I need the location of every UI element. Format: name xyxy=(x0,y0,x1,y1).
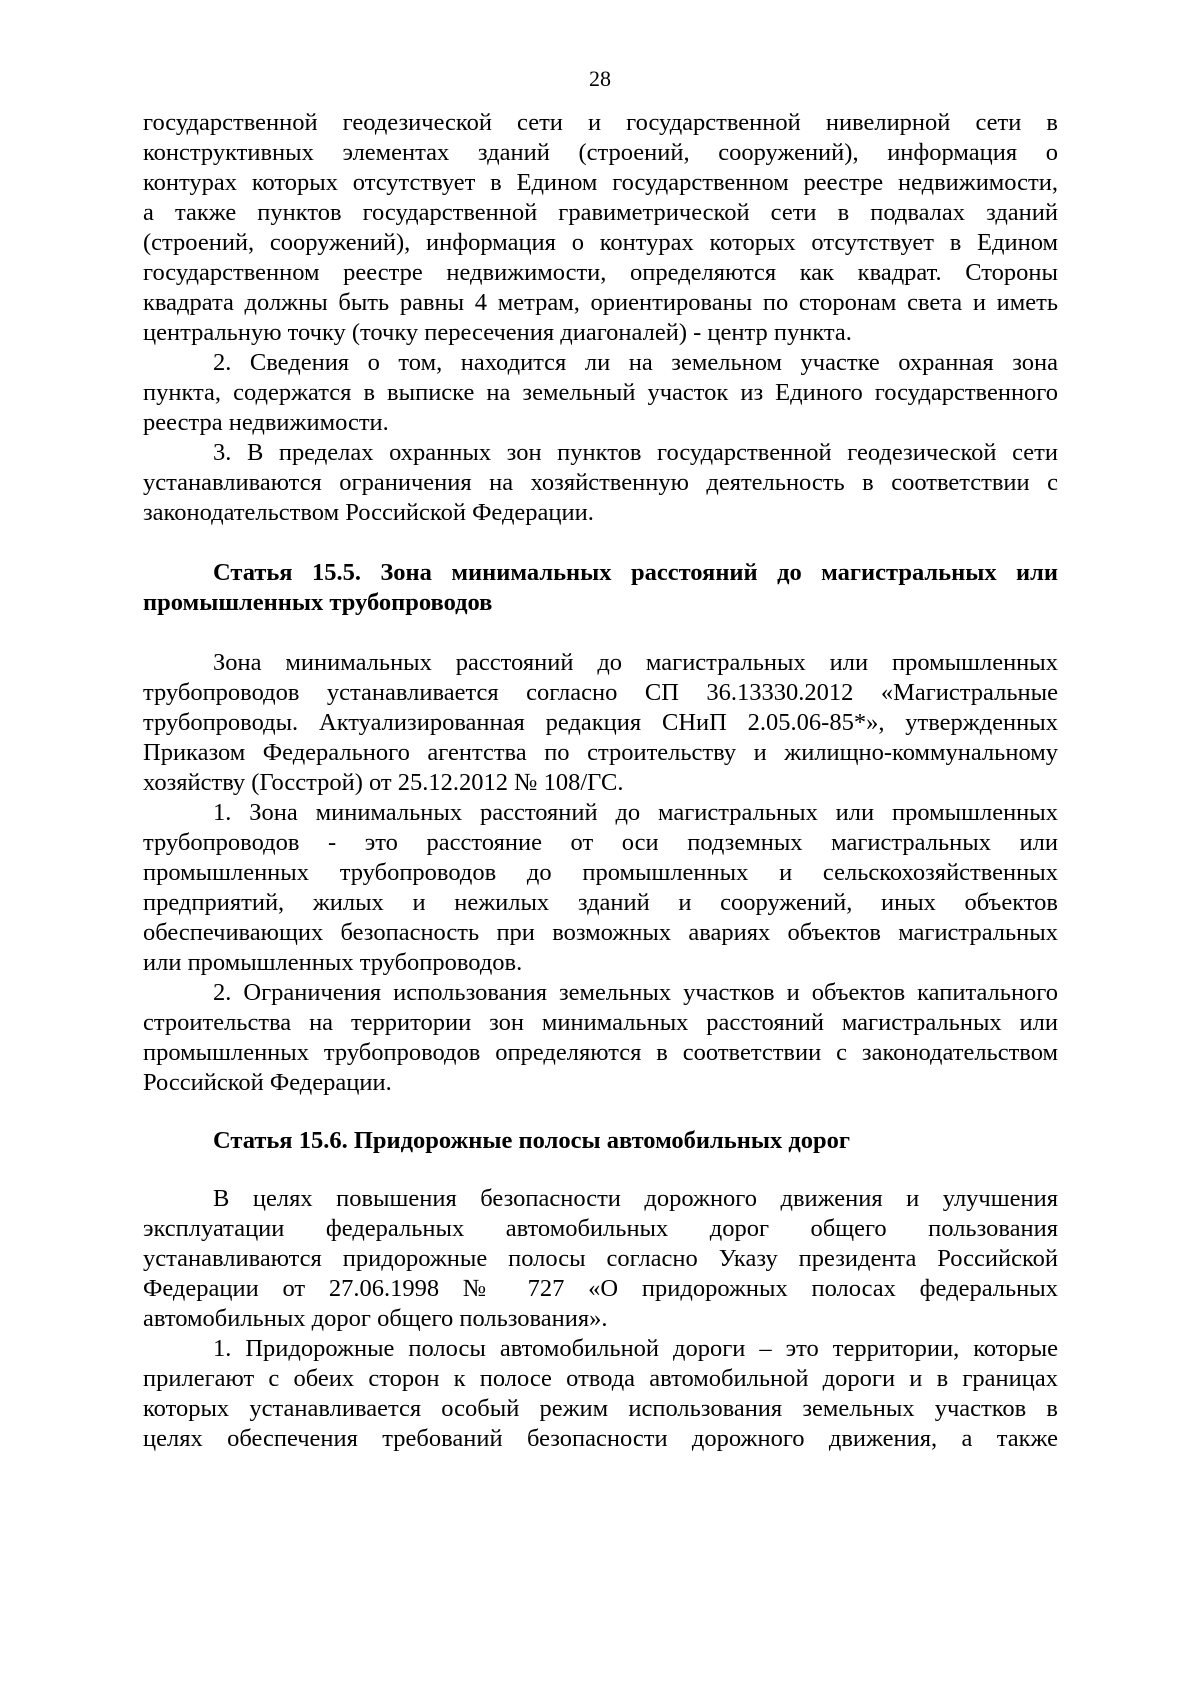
paragraph-item-1-roads xyxy=(143,1334,1058,1454)
text-line: Зона минимальных расстояний до магистральных или промышленных xyxy=(213,649,1058,676)
text-line: трубопроводов - это расстояние от оси подземных магистральных или xyxy=(143,829,1058,856)
text-line: Российской Федерации. xyxy=(143,1069,392,1096)
text-line: центральную точку (точку пересечения диагоналей) - центр пункта. xyxy=(143,319,852,346)
text-line: промышленных трубопроводов определяются в соответствии с законодательством xyxy=(143,1039,1058,1066)
text-line: (строений, сооружений), информация о контурах которых отсутствует в Едином xyxy=(143,229,1058,256)
text-line: Федерации от 27.06.1998 № 727 «О придорожных полосах федеральных xyxy=(143,1275,1058,1302)
text-line: которых устанавливается особый режим использования земельных участков в xyxy=(143,1395,1058,1422)
text-line: пункта, содержатся в выписке на земельный участок из Единого государственного xyxy=(143,379,1058,406)
text-line: устанавливаются ограничения на хозяйственную деятельность в соответствии с xyxy=(143,469,1058,496)
text-line: промышленных трубопроводов до промышленных и сельскохозяйственных xyxy=(143,859,1058,886)
text-line: конструктивных элементах зданий (строений, сооружений), информация о xyxy=(143,139,1058,166)
paragraph-intro-15-5 xyxy=(143,648,1058,798)
paragraph-item-3-geodesic xyxy=(143,438,1058,528)
paragraph-intro-15-6 xyxy=(143,1184,1058,1334)
text-line: 2. Ограничения использования земельных участков и объектов капитального xyxy=(213,979,1058,1006)
page-number: 28 xyxy=(589,66,611,91)
text-line: устанавливаются придорожные полосы согласно Указу президента Российской xyxy=(143,1245,1058,1272)
heading-article-15-6 xyxy=(143,1126,1058,1156)
heading-line: Статья 15.5. Зона минимальных расстояний до магистральных или xyxy=(213,559,1058,586)
text-line: трубопроводы. Актуализированная редакция СНиП 2.05.06-85*», утвержденных xyxy=(143,709,1058,736)
text-line: государственном реестре недвижимости, определяются как квадрат. Стороны xyxy=(143,259,1058,286)
text-line: 3. В пределах охранных зон пунктов государственной геодезической сети xyxy=(213,439,1058,466)
text-line: трубопроводов устанавливается согласно СП 36.13330.2012 «Магистральные xyxy=(143,679,1058,706)
text-line: хозяйству (Госстрой) от 25.12.2012 № 108/ГС. xyxy=(143,769,624,796)
text-line: эксплуатации федеральных автомобильных дорог общего пользования xyxy=(143,1215,1058,1242)
text-line: 2. Сведения о том, находится ли на земельном участке охранная зона xyxy=(213,349,1058,376)
text-line: Приказом Федерального агентства по строительству и жилищно-коммунальному xyxy=(143,739,1058,766)
paragraph-item-2-geodesic xyxy=(143,348,1058,438)
text-line: целях обеспечения требований безопасности дорожного движения, а также xyxy=(143,1425,1058,1452)
text-line: квадрата должны быть равны 4 метрам, ориентированы по сторонам света и иметь xyxy=(143,289,1058,316)
text-line: законодательством Российской Федерации. xyxy=(143,499,594,526)
paragraph-intro xyxy=(143,108,1058,348)
heading-line: промышленных трубопроводов xyxy=(143,589,493,616)
text-line: автомобильных дорог общего пользования». xyxy=(143,1305,608,1332)
text-line: реестра недвижимости. xyxy=(143,409,389,436)
text-line: строительства на территории зон минимальных расстояний магистральных или xyxy=(143,1009,1058,1036)
text-line: предприятий, жилых и нежилых зданий и сооружений, иных объектов xyxy=(143,889,1058,916)
text-line: 1. Придорожные полосы автомобильной дороги – это территории, которые xyxy=(213,1335,1058,1362)
paragraph-item-1-pipelines xyxy=(143,798,1058,978)
text-line: или промышленных трубопроводов. xyxy=(143,949,523,976)
text-line: контурах которых отсутствует в Едином государственном реестре недвижимости, xyxy=(143,169,1058,196)
text-line: прилегают с обеих сторон к полосе отвода автомобильной дороги и в границах xyxy=(143,1365,1058,1392)
text-line: обеспечивающих безопасность при возможных авариях объектов магистральных xyxy=(143,919,1058,946)
text-line: 1. Зона минимальных расстояний до магистральных или промышленных xyxy=(213,799,1058,826)
heading-line: Статья 15.6. Придорожные полосы автомобильных дорог xyxy=(213,1127,851,1154)
text-line: а также пунктов государственной гравиметрической сети в подвалах зданий xyxy=(143,199,1058,226)
heading-article-15-5 xyxy=(143,558,1058,618)
text-line: В целях повышения безопасности дорожного движения и улучшения xyxy=(213,1185,1058,1212)
text-line: государственной геодезической сети и государственной нивелирной сети в xyxy=(143,109,1058,136)
paragraph-item-2-pipelines xyxy=(143,978,1058,1098)
